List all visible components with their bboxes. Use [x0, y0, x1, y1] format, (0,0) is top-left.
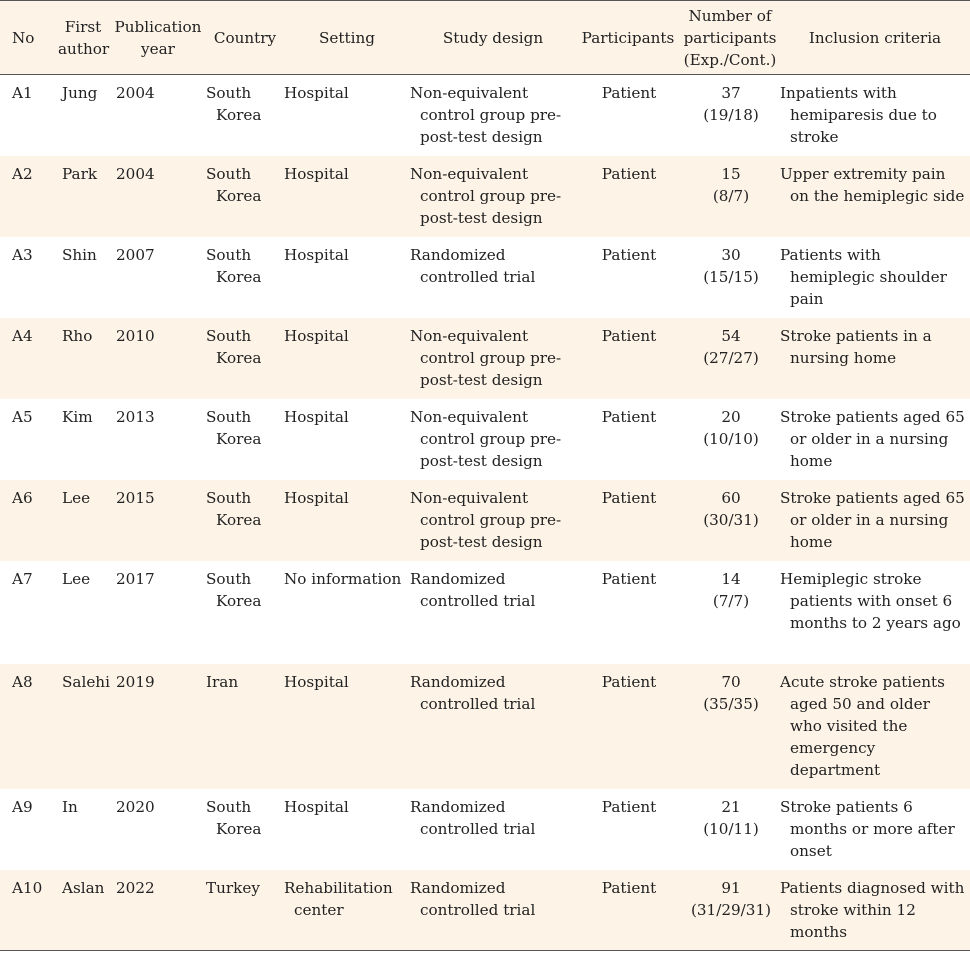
table-row [0, 318, 970, 399]
cell-setting: Hospital [284, 164, 349, 183]
participant-split: (15/15) [703, 267, 759, 286]
participant-split: (10/11) [703, 819, 759, 838]
cell-participants: Patient [601, 84, 657, 102]
cell-study-design: Randomized controlled trial [410, 245, 536, 286]
table-row [0, 561, 970, 664]
participant-total: 37 [721, 84, 741, 102]
cell-first-author: Lee [62, 488, 91, 507]
cell-study-design: Non-equivalent control group pre-post-test design [410, 407, 562, 470]
cell-inclusion-criteria: Stroke patients 6 months or more after onset [780, 797, 955, 860]
cell-number-of-participants [680, 237, 780, 318]
cell-setting: Hospital [284, 672, 349, 691]
cell-participants: Patient [601, 245, 657, 264]
cell-participants: Patient [601, 488, 657, 507]
table-row [0, 237, 970, 318]
cell-country: South Korea [206, 407, 262, 448]
cell-setting: Hospital [284, 326, 349, 345]
participant-total: 21 [721, 797, 741, 816]
cell-study-design: Randomized controlled trial [410, 797, 536, 838]
cell-country: South Korea [206, 569, 262, 610]
header-number-of-participants: Number of participants (Exp./Cont.) [680, 1, 780, 75]
header-study-design: Study design [410, 1, 576, 75]
cell-country: South Korea [206, 164, 262, 205]
participant-split: (35/35) [703, 694, 759, 713]
cell-study-design: Randomized controlled trial [410, 870, 576, 951]
participant-split: (27/27) [703, 348, 759, 367]
cell-participants: Patient [601, 407, 657, 426]
cell-publication-year: 2010 [116, 326, 155, 345]
cell-no: A2 [12, 164, 33, 183]
header-publication-year: Publication year [110, 1, 206, 75]
cell-number-of-participants [680, 480, 780, 561]
participant-total: 30 [721, 245, 741, 264]
cell-country: South Korea [206, 488, 262, 529]
cell-participants: Patient [601, 797, 657, 816]
cell-first-author: In [62, 797, 78, 816]
cell-number-of-participants [680, 561, 780, 664]
cell-first-author: Aslan [56, 870, 110, 951]
cell-no: A4 [12, 326, 33, 345]
cell-number-of-participants [680, 664, 780, 789]
cell-participants: Patient [601, 326, 657, 345]
cell-first-author: Kim [62, 407, 93, 426]
cell-no: A5 [12, 407, 33, 426]
participant-total: 70 [721, 672, 741, 691]
participant-split: (10/10) [703, 429, 759, 448]
participant-split: (19/18) [703, 106, 759, 124]
header-setting: Setting [284, 1, 410, 75]
participant-total: 91 [721, 878, 741, 897]
header-inclusion-criteria: Inclusion criteria [780, 1, 970, 75]
header-row [0, 1, 970, 75]
cell-country: Iran [206, 672, 239, 691]
cell-participants: Patient [601, 672, 657, 691]
table-row [0, 75, 970, 156]
cell-country: Turkey [206, 870, 284, 951]
cell-no: A1 [12, 84, 33, 102]
cell-setting: Hospital [284, 84, 349, 102]
cell-setting: Hospital [284, 407, 349, 426]
cell-first-author: Salehi [62, 672, 110, 691]
header-participants: Participants [576, 1, 680, 75]
table-row [0, 156, 970, 237]
cell-publication-year: 2004 [116, 84, 155, 102]
cell-number-of-participants [680, 789, 780, 870]
cell-inclusion-criteria: Stroke patients aged 65 or older in a nursing home [780, 407, 965, 470]
cell-publication-year: 2017 [116, 569, 155, 588]
participant-total: 54 [721, 326, 741, 345]
cell-number-of-participants [680, 318, 780, 399]
cell-publication-year: 2019 [116, 672, 155, 691]
cell-study-design: Randomized controlled trial [410, 672, 536, 713]
cell-publication-year: 2015 [116, 488, 155, 507]
cell-inclusion-criteria: Patients with hemiplegic shoulder pain [780, 245, 947, 308]
participant-total: 14 [721, 569, 741, 588]
cell-study-design: Non-equivalent control group pre-post-test design [410, 84, 562, 146]
cell-inclusion-criteria: Patients diagnosed with stroke within 12 months [780, 870, 970, 951]
cell-publication-year: 2004 [116, 164, 155, 183]
cell-country: South Korea [206, 797, 262, 838]
participant-split: (7/7) [712, 591, 750, 610]
cell-country: South Korea [206, 326, 262, 367]
cell-first-author: Rho [62, 326, 93, 345]
table-row [0, 399, 970, 480]
cell-setting: Hospital [284, 488, 349, 507]
cell-inclusion-criteria: Stroke patients in a nursing home [780, 326, 932, 367]
cell-number-of-participants [680, 399, 780, 480]
table-body [0, 75, 970, 951]
participant-split: (8/7) [712, 186, 750, 205]
cell-inclusion-criteria: Hemiplegic stroke patients with onset 6 months to 2 years ago [780, 569, 961, 632]
cell-participants: Patient [576, 870, 680, 951]
cell-study-design: Randomized controlled trial [410, 569, 536, 610]
cell-participants: Patient [601, 569, 657, 588]
cell-no: A9 [12, 797, 33, 816]
cell-first-author: Lee [62, 569, 91, 588]
cell-first-author: Jung [62, 84, 98, 102]
cell-first-author: Shin [62, 245, 97, 264]
header-no: No [0, 1, 56, 75]
cell-number-of-participants [680, 75, 780, 156]
cell-publication-year: 2022 [110, 870, 206, 951]
cell-participants: Patient [601, 164, 657, 183]
cell-inclusion-criteria: Stroke patients aged 65 or older in a nursing home [780, 488, 965, 551]
cell-publication-year: 2020 [116, 797, 155, 816]
cell-study-design: Non-equivalent control group pre-post-test design [410, 488, 562, 551]
cell-study-design: Non-equivalent control group pre-post-test design [410, 164, 562, 227]
cell-country: South Korea [206, 84, 262, 124]
cell-publication-year: 2007 [116, 245, 155, 264]
cell-inclusion-criteria: Upper extremity pain on the hemiplegic side [780, 164, 965, 205]
cell-no: A6 [12, 488, 33, 507]
cell-country: South Korea [206, 245, 262, 286]
participant-split: (31/29/31) [690, 900, 772, 919]
cell-setting: Hospital [284, 245, 349, 264]
participant-split: (30/31) [703, 510, 759, 529]
cell-number-of-participants [680, 156, 780, 237]
cell-inclusion-criteria: Acute stroke patients aged 50 and older who visited the emergency department [780, 672, 945, 779]
participant-total: 60 [721, 488, 741, 507]
cell-publication-year: 2013 [116, 407, 155, 426]
cell-no: A10 [0, 870, 56, 951]
cell-no: A8 [12, 672, 33, 691]
table-row [0, 664, 970, 789]
header-first-author: First author [56, 1, 110, 75]
cell-study-design: Non-equivalent control group pre-post-test design [410, 326, 562, 389]
participant-total: 15 [721, 164, 741, 183]
cell-no: A7 [12, 569, 33, 588]
cell-first-author: Park [62, 164, 98, 183]
table-row [0, 480, 970, 561]
participant-total: 20 [721, 407, 741, 426]
cell-no: A3 [12, 245, 33, 264]
cell-number-of-participants [680, 870, 780, 951]
cell-setting: Rehabilitation center [284, 870, 410, 951]
header-country: Country [206, 1, 284, 75]
cell-setting: No information [284, 569, 402, 588]
cell-setting: Hospital [284, 797, 349, 816]
table-row [0, 789, 970, 870]
cell-inclusion-criteria: Inpatients with hemiparesis due to stroke [780, 84, 937, 146]
table-row [0, 870, 970, 951]
